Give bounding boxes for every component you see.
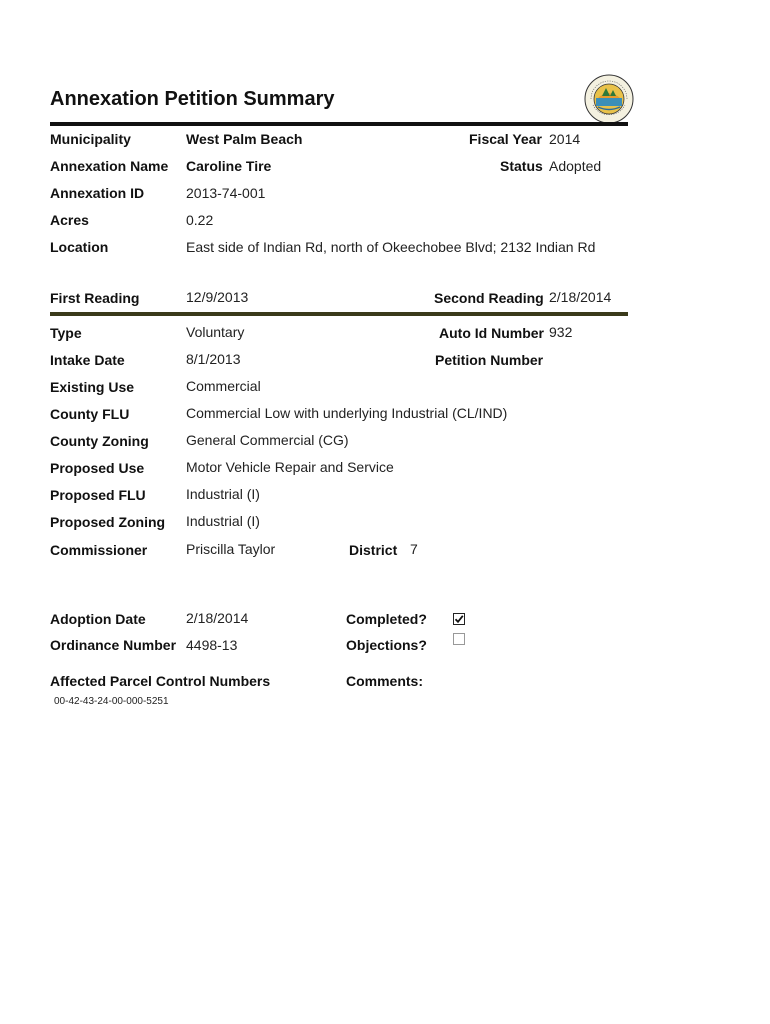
header-rule [50, 122, 628, 126]
annexation-name-label: Annexation Name [50, 158, 169, 174]
adoption-date-value: 2/18/2014 [186, 610, 249, 626]
objections-checkbox[interactable] [453, 633, 465, 645]
district-value: 7 [410, 541, 418, 557]
page-title: Annexation Petition Summary [50, 88, 335, 110]
comments-label: Comments: [346, 673, 424, 689]
fiscal-year-value: 2014 [549, 131, 581, 147]
objections-label: Objections? [346, 637, 427, 653]
parcel-number: 00-42-43-24-00-000-5251 [54, 696, 169, 707]
proposed-use-label: Proposed Use [50, 460, 145, 476]
completed-checkbox[interactable] [453, 613, 465, 625]
location-value: East side of Indian Rd, north of Okeechobee Blvd; 2132 Indian Rd [186, 239, 596, 255]
proposed-flu-label: Proposed FLU [50, 487, 146, 503]
auto-id-label: Auto Id Number [439, 325, 544, 341]
type-value: Voluntary [186, 324, 245, 340]
county-flu-label: County FLU [50, 406, 130, 422]
ordinance-number-value: 4498-13 [186, 637, 238, 653]
county-zoning-label: County Zoning [50, 433, 149, 449]
adoption-date-label: Adoption Date [50, 611, 146, 627]
municipality-value: West Palm Beach [186, 131, 303, 147]
municipality-label: Municipality [50, 131, 131, 147]
county-flu-value: Commercial Low with underlying Industrial (CL/IND) [186, 405, 508, 421]
second-reading-label: Second Reading [434, 290, 544, 306]
intake-date-value: 8/1/2013 [186, 351, 241, 367]
affected-parcels-label: Affected Parcel Control Numbers [50, 673, 271, 689]
proposed-use-value: Motor Vehicle Repair and Service [186, 459, 394, 475]
existing-use-value: Commercial [186, 378, 261, 394]
annexation-id-value: 2013-74-001 [186, 185, 266, 201]
county-zoning-value: General Commercial (CG) [186, 432, 349, 448]
county-seal-logo [584, 74, 634, 124]
location-label: Location [50, 239, 109, 255]
first-reading-label: First Reading [50, 290, 140, 306]
completed-label: Completed? [346, 611, 427, 627]
status-label: Status [500, 158, 543, 174]
annexation-id-label: Annexation ID [50, 185, 145, 201]
annexation-name-value: Caroline Tire [186, 158, 272, 174]
commissioner-label: Commissioner [50, 542, 148, 558]
proposed-flu-value: Industrial (I) [186, 486, 260, 502]
proposed-zoning-label: Proposed Zoning [50, 514, 166, 530]
existing-use-label: Existing Use [50, 379, 135, 395]
district-label: District [349, 542, 398, 558]
section-rule [50, 312, 628, 316]
type-label: Type [50, 325, 82, 341]
proposed-zoning-value: Industrial (I) [186, 513, 260, 529]
second-reading-value: 2/18/2014 [549, 289, 612, 305]
petition-number-label: Petition Number [435, 352, 544, 368]
commissioner-value: Priscilla Taylor [186, 541, 276, 557]
first-reading-value: 12/9/2013 [186, 289, 249, 305]
acres-value: 0.22 [186, 212, 214, 228]
intake-date-label: Intake Date [50, 352, 125, 368]
acres-label: Acres [50, 212, 89, 228]
auto-id-value: 932 [549, 324, 573, 340]
ordinance-number-label: Ordinance Number [50, 637, 177, 653]
checkmark-icon [454, 614, 464, 624]
status-value: Adopted [549, 158, 602, 174]
fiscal-year-label: Fiscal Year [469, 131, 542, 147]
